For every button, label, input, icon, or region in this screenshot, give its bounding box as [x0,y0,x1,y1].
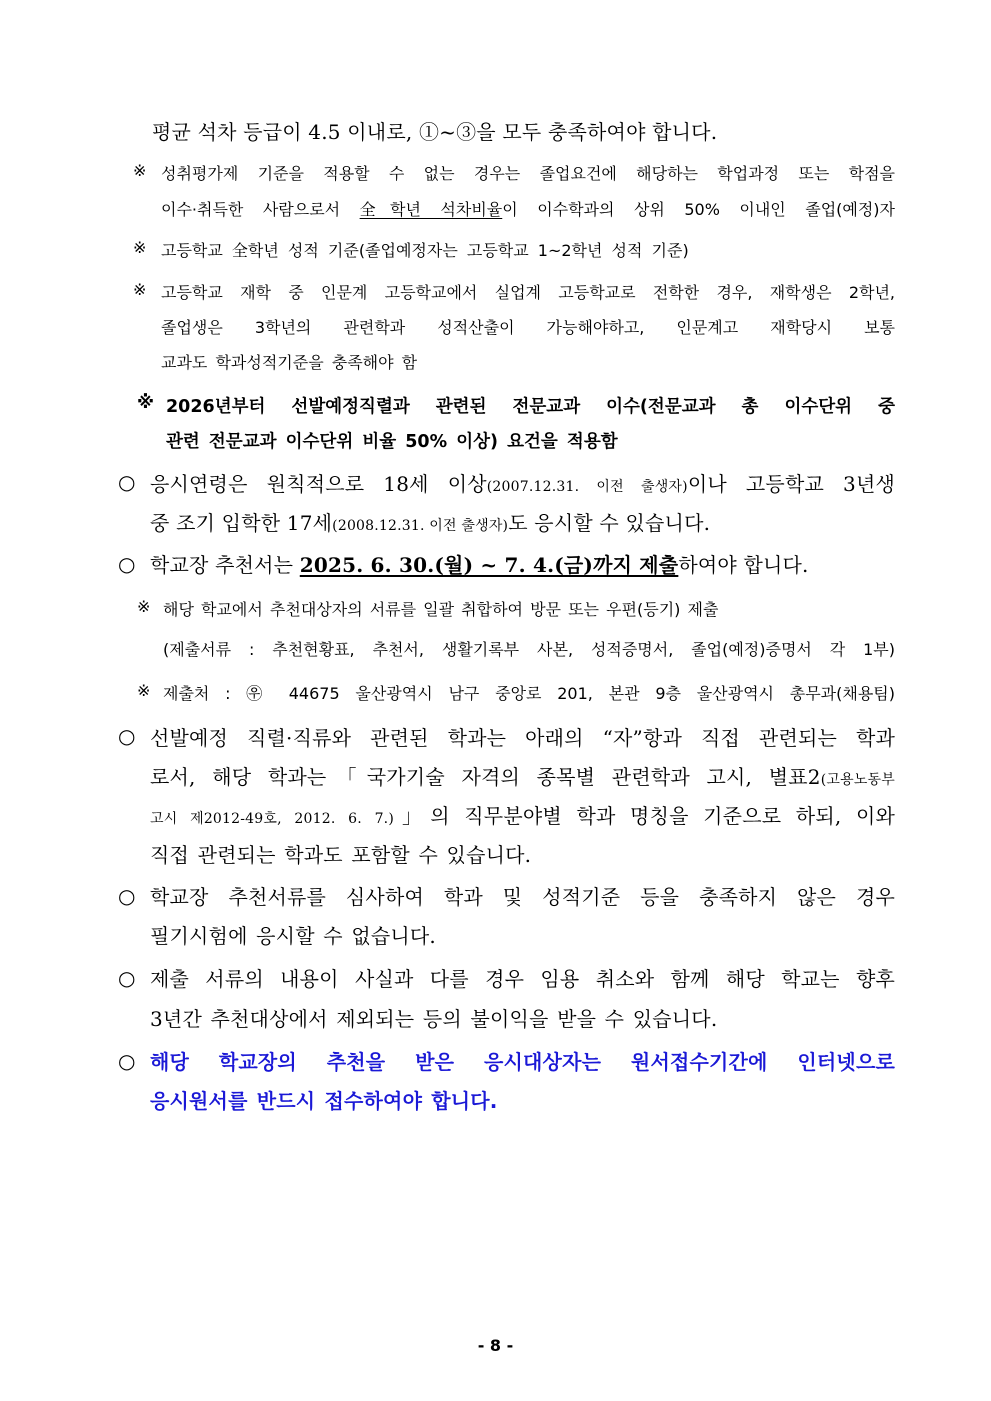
bullet-circle: ○ [118,884,136,908]
item-text-line: 직접 관련되는 학과도 포함할 수 있습니다. [150,843,532,867]
note-text-line: 고등학교 全학년 성적 기준(졸업예정자는 고등학교 1~2학년 성적 기준) [161,241,689,260]
note-text-line: 고등학교 재학 중 인문계 고등학교에서 실업계 고등학교로 전학한 경우, 재학생은 2학년, [161,283,895,302]
item-text-line: 학교장 추천서는 2025. 6. 30.(월) ~ 7. 4.(금)까지 제출하여야 합니다. [150,553,809,577]
item-text-line: 응시연령은 원칙적으로 18세 이상(2007.12.31. 이전 출생자)이나 고등학교 3년생 [150,472,895,496]
item-text-line: 로서, 해당 학과는「국가기술 자격의 종목별 관련학과 고시, 별표2(고용노동부 [150,765,895,789]
item-text-line: 학교장 추천서류를 심사하여 학과 및 성적기준 등을 충족하지 않은 경우 [150,885,895,909]
emphasis-line: 해당 학교장의 추천을 받은 응시대상자는 원서접수기간에 인터넷으로 [150,1050,895,1074]
item-text-line: 제출 서류의 내용이 사실과 다를 경우 임용 취소와 함께 해당 학교는 향후 [150,967,895,991]
bullet-circle: ○ [118,552,136,576]
bullet-circle: ○ [118,1049,136,1073]
note-text-line: 해당 학교에서 추천대상자의 서류를 일괄 취합하여 방문 또는 우편(등기) 제출 [163,600,719,619]
bullet-circle: ○ [118,724,136,748]
item-text-line: 필기시험에 응시할 수 없습니다. [150,924,436,948]
bullet-circle: ○ [118,470,136,494]
note-text-line: (제출서류 : 추천현황표, 추천서, 생활기록부 사본, 성적증명서, 졸업(예정)증명서 각 1부) [163,640,895,659]
note-mark: ※ [133,280,147,299]
underlined-term: 全학년 석차비율 [359,200,503,219]
emphasis-line: 응시원서를 반드시 접수하여야 합니다. [150,1089,498,1113]
item-text-line: 고시 제2012-49호, 2012. 6. 7.)」의 직무분야별 학과 명칭을 기준으로 하되, 이와 [150,804,896,828]
note-text-line: 졸업생은 3학년의 관련학과 성적산출이 가능해야하고, 인문계고 재학당시 보통 [161,318,895,337]
note-text-line: 교과도 학과성적기준을 충족해야 함 [161,353,418,372]
bullet-circle: ○ [118,966,136,990]
deadline-underlined: 2025. 6. 30.(월) ~ 7. 4.(금)까지 제출 [299,553,679,577]
note-mark: ※ [133,238,147,257]
note-mark: ※ [137,393,155,413]
note-bold-line: 관련 전문교과 이수단위 비율 50% 이상) 요건을 적용함 [166,432,618,452]
item-text-line: 3년간 추천대상에서 제외되는 등의 불이익을 받을 수 있습니다. [150,1007,718,1031]
paragraph-continuation: 평균 석차 등급이 4.5 이내로, ①~③을 모두 충족하여야 합니다. [152,120,718,144]
note-mark: ※ [133,161,147,180]
note-mark: ※ [137,681,151,700]
page-number: - 8 - [477,1336,514,1355]
note-mark: ※ [137,597,151,616]
note-text-line: 이수·취득한 사람으로서 全학년 석차비율이 이수학과의 상위 50% 이내인 졸업(예정)자 [161,200,896,219]
note-text-line: 성취평가제 기준을 적용할 수 없는 경우는 졸업요건에 해당하는 학업과정 또는 학점을 [161,164,895,183]
item-text-line: 중 조기 입학한 17세(2008.12.31. 이전 출생자)도 응시할 수 있습니다. [150,511,711,535]
item-text-line: 선발예정 직렬·직류와 관련된 학과는 아래의 “자”항과 직접 관련되는 학과 [150,726,895,750]
note-text-line: 제출처 : ㉾ 44675 울산광역시 남구 중앙로 201, 본관 9층 울산광역시 총무과(채용팀) [163,684,895,703]
note-bold-line: 2026년부터 선발예정직렬과 관련된 전문교과 이수(전문교과 총 이수단위 중 [166,397,895,417]
